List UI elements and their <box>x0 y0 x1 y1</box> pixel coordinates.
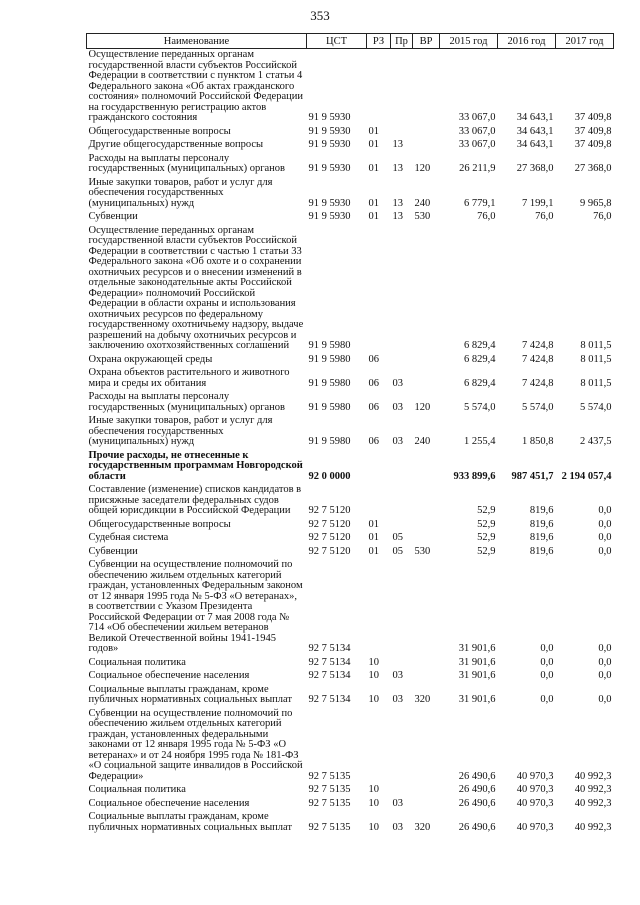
row-2016: 819,6 <box>529 532 554 543</box>
row-2016: 0,0 <box>540 694 554 705</box>
row-vr: 530 <box>414 545 431 557</box>
row-cst: 91 9 5980 <box>308 377 351 389</box>
row-pr: 03 <box>392 821 403 833</box>
row-pr: 13 <box>392 139 403 150</box>
table-row <box>87 211 614 225</box>
row-cst: 92 7 5135 <box>308 770 351 782</box>
row-2017: 0,0 <box>598 643 612 654</box>
page-number: 353 <box>310 8 330 23</box>
row-cst: 92 7 5135 <box>308 821 351 833</box>
row-2015: 31 901,6 <box>458 656 496 668</box>
row-cst: 92 7 5120 <box>308 518 351 530</box>
row-cst: 91 9 5980 <box>308 401 351 413</box>
header-cst: ЦСТ <box>307 34 367 49</box>
row-vr: 120 <box>414 401 431 413</box>
row-2016: 27 368,0 <box>516 163 554 174</box>
row-rz: 01 <box>368 163 379 174</box>
row-cst: 92 0 0000 <box>308 470 351 482</box>
row-2017: 37 409,8 <box>574 125 612 137</box>
row-2015: 52,9 <box>477 532 496 543</box>
row-2015: 31 901,6 <box>458 643 496 654</box>
table-row <box>87 177 614 212</box>
row-2015: 6 779,1 <box>464 197 496 209</box>
row-pr: 05 <box>392 545 403 557</box>
row-2017: 40 992,3 <box>574 821 612 833</box>
table-row <box>87 684 614 708</box>
row-2016: 7 424,8 <box>522 340 554 351</box>
header-vr: ВР <box>413 34 440 49</box>
row-name: Социальная политика <box>88 656 186 668</box>
row-2016: 0,0 <box>540 670 554 681</box>
row-2017: 0,0 <box>598 670 612 681</box>
row-vr: 530 <box>414 211 431 222</box>
row-pr <box>391 49 413 126</box>
row-2016: 819,6 <box>529 518 554 530</box>
row-rz <box>367 708 391 785</box>
row-cst: 91 9 5930 <box>308 163 351 174</box>
row-2017: 2 437,5 <box>580 436 612 447</box>
row-name: Общегосударственные вопросы <box>88 125 231 137</box>
row-vr <box>413 708 440 785</box>
row-2016: 819,6 <box>529 545 554 557</box>
row-rz: 10 <box>368 694 379 705</box>
row-2015: 6 829,4 <box>464 340 496 351</box>
row-pr: 13 <box>392 163 403 174</box>
table-header-row <box>87 34 614 49</box>
table-row <box>87 367 614 391</box>
row-2015: 26 211,9 <box>459 163 496 174</box>
row-name: Социальные выплаты гражданам, кроме публичных нормативных социальных выплат <box>88 811 292 833</box>
row-rz: 01 <box>368 125 379 137</box>
row-pr <box>391 657 413 671</box>
row-pr <box>391 784 413 798</box>
row-vr: 320 <box>414 821 431 833</box>
row-cst: 92 7 5135 <box>308 797 351 809</box>
row-name: Прочие расходы, не отнесенные к государственным программам Новгородской области <box>88 449 303 482</box>
table-row <box>87 708 614 785</box>
header-name: Наименование <box>87 34 307 49</box>
row-name: Иные закупки товаров, работ и услуг для обеспечения государственных (муниципальных) нужд <box>88 176 273 209</box>
row-rz: 01 <box>368 139 379 150</box>
row-2015: 1 255,4 <box>464 436 496 447</box>
row-2017: 40 992,3 <box>574 784 612 795</box>
row-pr: 03 <box>392 401 403 413</box>
table-row <box>87 811 614 835</box>
row-2015: 26 490,6 <box>458 770 496 782</box>
row-2015: 26 490,6 <box>458 821 496 833</box>
row-2016: 5 574,0 <box>522 401 554 413</box>
row-cst: 92 7 5134 <box>308 694 351 705</box>
row-2017: 8 011,5 <box>580 340 612 351</box>
row-rz: 06 <box>368 401 379 413</box>
row-name: Субвенции <box>88 545 138 557</box>
row-pr <box>391 225 413 354</box>
table-row <box>87 354 614 368</box>
row-2016: 7 424,8 <box>522 353 554 365</box>
row-rz: 01 <box>368 211 379 222</box>
row-2015: 6 829,4 <box>464 353 496 365</box>
row-2016: 7 424,8 <box>522 377 554 389</box>
row-cst: 91 9 5930 <box>308 139 351 150</box>
row-cst: 91 9 5980 <box>308 353 351 365</box>
row-pr <box>391 559 413 657</box>
row-name: Социальные выплаты гражданам, кроме публичных нормативных социальных выплат <box>88 683 292 705</box>
row-pr <box>391 354 413 368</box>
table-row <box>87 450 614 485</box>
table-row <box>87 798 614 812</box>
row-pr: 03 <box>392 694 403 705</box>
row-2015: 33 067,0 <box>458 112 496 123</box>
row-2017: 40 992,3 <box>574 797 612 809</box>
row-2016: 0,0 <box>540 656 554 668</box>
row-2015: 52,9 <box>477 518 496 530</box>
row-cst: 92 7 5120 <box>308 532 351 543</box>
row-vr <box>413 657 440 671</box>
row-pr: 03 <box>392 377 403 389</box>
table-row <box>87 139 614 153</box>
row-2016: 34 643,1 <box>516 112 554 123</box>
row-name: Составление (изменение) списков кандидатов в присяжные заседатели федеральных судов общей юрисдикции в Российской Федерации <box>88 484 302 516</box>
row-vr <box>413 484 440 519</box>
table-row <box>87 391 614 415</box>
row-rz: 10 <box>368 797 379 809</box>
row-name: Социальное обеспечение населения <box>88 797 250 809</box>
row-cst: 92 7 5134 <box>308 656 351 668</box>
row-cst: 91 9 5930 <box>308 211 351 222</box>
row-2017: 8 011,5 <box>580 377 612 389</box>
header-2017: 2017 год <box>556 34 614 49</box>
row-name: Осуществление переданных органам государственной власти субъектов Российской Федерации в соответствии с частью 1 статьи 33 Федерального закона «Об охоте и о сохранении охотничьих ресурсов и о внесении изменений в отдельные законодательные акты Российской Федерации» полномочий Российской Федерации в области охраны и использования охотничьих ресурсов по федеральному государственному охотничьему надзору, выдаче разрешений на добычу охотничьих ресурсов и заключению охотхозяйственных соглашений <box>88 224 304 351</box>
row-2017: 40 992,3 <box>574 770 612 782</box>
budget-table <box>86 33 614 835</box>
row-2015: 26 490,6 <box>458 784 496 795</box>
row-2017: 76,0 <box>593 211 612 222</box>
row-2016: 819,6 <box>529 505 554 516</box>
row-name: Судебная система <box>88 532 169 543</box>
row-name: Субвенции <box>88 211 138 222</box>
row-vr <box>413 367 440 391</box>
table-row <box>87 546 614 560</box>
row-rz: 01 <box>368 532 379 543</box>
row-pr: 03 <box>392 670 403 681</box>
row-2016: 40 970,3 <box>516 770 554 782</box>
table-row <box>87 519 614 533</box>
header-2016: 2016 год <box>498 34 556 49</box>
row-2015: 31 901,6 <box>458 694 496 705</box>
row-vr: 120 <box>414 163 431 174</box>
row-pr <box>391 519 413 533</box>
row-2015: 6 829,4 <box>464 377 496 389</box>
row-name: Охрана объектов растительного и животного мира и среды их обитания <box>88 367 290 389</box>
row-name: Иные закупки товаров, работ и услуг для обеспечения государственных (муниципальных) нужд <box>88 415 273 447</box>
row-pr: 13 <box>392 197 403 209</box>
table-row <box>87 153 614 177</box>
row-2015: 26 490,6 <box>458 797 496 809</box>
row-2015: 52,9 <box>477 545 496 557</box>
row-2016: 40 970,3 <box>516 821 554 833</box>
row-pr: 05 <box>392 532 403 543</box>
row-2016: 76,0 <box>535 211 554 222</box>
row-vr: 240 <box>414 197 431 209</box>
row-name: Субвенции на осуществление полномочий по обеспечению жильем отдельных категорий граждан, установленных федеральными законами от 12 января 1995 года № 5-ФЗ «О ветеранах» и от 24 ноября 1995 года № 181-ФЗ «О социальной защите инвалидов в Российской Федерации» <box>88 707 303 782</box>
table-row <box>87 415 614 450</box>
row-pr <box>391 708 413 785</box>
row-pr <box>391 126 413 140</box>
row-2016: 987 451,7 <box>511 470 554 482</box>
row-pr <box>391 484 413 519</box>
row-rz: 06 <box>368 353 379 365</box>
row-2015: 933 899,6 <box>453 470 496 482</box>
row-2017: 0,0 <box>598 656 612 668</box>
row-rz: 06 <box>368 377 379 389</box>
row-name: Осуществление переданных органам государственной власти субъектов Российской Федерации в соответствии с пунктом 1 статьи 4 Федерального закона «Об актах гражданского состояния» полномочий Российской Федерации на государственную регистрацию актов гражданского состояния <box>88 49 303 123</box>
row-cst: 91 9 5980 <box>308 436 351 447</box>
row-vr <box>413 450 440 485</box>
row-vr <box>413 798 440 812</box>
row-pr: 13 <box>392 211 403 222</box>
row-rz: 10 <box>368 784 379 795</box>
row-rz: 10 <box>368 670 379 681</box>
row-vr <box>413 559 440 657</box>
row-vr <box>413 519 440 533</box>
row-name: Общегосударственные вопросы <box>88 518 231 530</box>
header-2015: 2015 год <box>440 34 498 49</box>
row-rz: 01 <box>368 545 379 557</box>
row-name: Расходы на выплаты персоналу государственных (муниципальных) органов <box>88 152 286 174</box>
row-vr: 240 <box>414 436 431 447</box>
row-name: Социальное обеспечение населения <box>88 670 250 681</box>
row-vr <box>413 126 440 140</box>
table-row <box>87 484 614 519</box>
table-row <box>87 126 614 140</box>
row-rz: 10 <box>368 821 379 833</box>
row-rz: 01 <box>368 518 379 530</box>
row-2016: 0,0 <box>540 643 554 654</box>
row-2016: 1 850,8 <box>522 436 554 447</box>
row-name: Другие общегосударственные вопросы <box>88 139 264 150</box>
row-2015: 76,0 <box>477 211 496 222</box>
row-2015: 33 067,0 <box>458 139 496 150</box>
table-row <box>87 225 614 354</box>
row-2016: 34 643,1 <box>516 139 554 150</box>
row-2017: 9 965,8 <box>580 197 612 209</box>
row-2015: 33 067,0 <box>458 125 496 137</box>
row-pr: 03 <box>392 797 403 809</box>
header-pr: Пр <box>391 34 413 49</box>
row-2016: 7 199,1 <box>522 197 554 209</box>
row-cst: 92 7 5135 <box>308 784 351 795</box>
row-rz: 06 <box>368 436 379 447</box>
row-rz <box>367 49 391 126</box>
row-2017: 0,0 <box>598 505 612 516</box>
row-2017: 0,0 <box>598 532 612 543</box>
table-row <box>87 670 614 684</box>
row-rz <box>367 559 391 657</box>
row-pr: 03 <box>392 436 403 447</box>
row-vr <box>413 49 440 126</box>
table-row <box>87 532 614 546</box>
row-cst: 92 7 5120 <box>308 505 351 516</box>
row-2017: 0,0 <box>598 518 612 530</box>
row-rz <box>367 225 391 354</box>
row-2017: 2 194 057,4 <box>561 470 612 482</box>
row-cst: 91 9 5930 <box>308 197 351 209</box>
header-rz: РЗ <box>367 34 391 49</box>
row-cst: 92 7 5120 <box>308 545 351 557</box>
row-name: Субвенции на осуществление полномочий по обеспечению жильем отдельных категорий граждан, установленных Федеральным законом от 12 января 1995 года № 5-ФЗ «О ветеранах», в соответствии с Указом Президента Российской Федерации от 7 мая 2008 года № 714 «Об обеспечении жильем ветеранов Великой Отечественной войны 1941-1945 годов» <box>88 559 303 654</box>
table-row <box>87 784 614 798</box>
row-rz <box>367 484 391 519</box>
row-vr <box>413 670 440 684</box>
row-2017: 5 574,0 <box>580 401 612 413</box>
row-name: Социальная политика <box>88 784 186 795</box>
row-name: Охрана окружающей среды <box>88 353 213 365</box>
row-vr <box>413 354 440 368</box>
row-2017: 27 368,0 <box>574 163 612 174</box>
row-2017: 0,0 <box>598 694 612 705</box>
table-row <box>87 657 614 671</box>
row-vr <box>413 532 440 546</box>
row-2017: 37 409,8 <box>574 112 612 123</box>
row-2016: 34 643,1 <box>516 125 554 137</box>
row-vr <box>413 225 440 354</box>
row-name: Расходы на выплаты персоналу государственных (муниципальных) органов <box>88 391 286 413</box>
row-vr <box>413 139 440 153</box>
table-row <box>87 559 614 657</box>
row-cst: 91 9 5930 <box>308 125 351 137</box>
row-2016: 40 970,3 <box>516 797 554 809</box>
row-cst: 92 7 5134 <box>308 670 351 681</box>
row-2016: 40 970,3 <box>516 784 554 795</box>
row-2017: 0,0 <box>598 545 612 557</box>
row-cst: 91 9 5980 <box>308 340 351 351</box>
row-vr <box>413 784 440 798</box>
row-2017: 8 011,5 <box>580 353 612 365</box>
row-cst: 91 9 5930 <box>308 112 351 123</box>
table-row <box>87 49 614 126</box>
row-2015: 52,9 <box>477 505 496 516</box>
row-rz <box>367 450 391 485</box>
row-rz: 01 <box>368 197 379 209</box>
row-2015: 5 574,0 <box>464 401 496 413</box>
row-pr <box>391 450 413 485</box>
row-cst: 92 7 5134 <box>308 643 351 654</box>
row-vr: 320 <box>414 694 431 705</box>
row-rz: 10 <box>368 656 379 668</box>
row-2017: 37 409,8 <box>574 139 612 150</box>
row-2015: 31 901,6 <box>458 670 496 681</box>
